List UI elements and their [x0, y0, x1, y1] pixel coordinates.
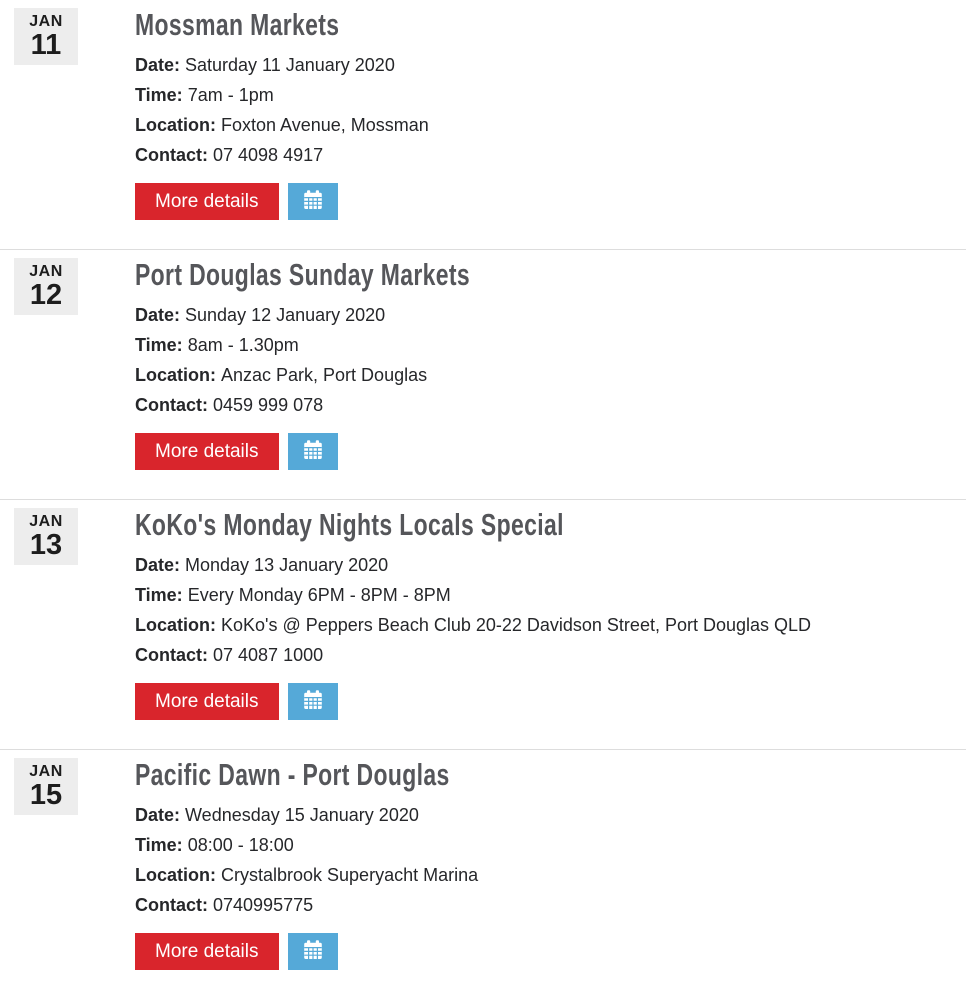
location-value: Foxton Avenue, Mossman — [221, 115, 429, 135]
event-title: Pacific Dawn - Port Douglas — [135, 757, 450, 792]
event-contact-line — [135, 390, 956, 420]
location-label: Location: — [135, 615, 216, 635]
badge-month: JAN — [29, 513, 63, 530]
event-contact-line — [135, 640, 956, 670]
contact-value: 07 4087 1000 — [213, 645, 324, 665]
contact-value: 0459 999 078 — [213, 395, 324, 415]
event-body — [135, 8, 956, 220]
date-value: Saturday 11 January 2020 — [185, 55, 395, 75]
more-details-button[interactable]: More details — [135, 683, 279, 720]
time-value: 7am - 1pm — [187, 85, 274, 105]
event-actions — [135, 433, 956, 470]
event-date-line — [135, 800, 956, 830]
add-to-calendar-button[interactable] — [288, 183, 338, 220]
location-value: KoKo's @ Peppers Beach Club 20-22 Davidson Street, Port Douglas QLD — [221, 615, 812, 635]
event-item — [0, 499, 966, 749]
location-value: Anzac Park, Port Douglas — [221, 365, 428, 385]
more-details-button[interactable]: More details — [135, 933, 279, 970]
event-contact-line — [135, 140, 956, 170]
location-label: Location: — [135, 115, 216, 135]
add-to-calendar-button[interactable] — [288, 433, 338, 470]
event-title: KoKo's Monday Nights Locals Special — [135, 507, 564, 542]
date-value: Monday 13 January 2020 — [185, 555, 389, 575]
badge-month: JAN — [29, 763, 63, 780]
date-value: Sunday 12 January 2020 — [185, 305, 386, 325]
event-date-badge — [14, 258, 78, 315]
event-date-badge — [14, 508, 78, 565]
event-title: Mossman Markets — [135, 7, 340, 42]
event-body — [135, 258, 956, 470]
event-date-line — [135, 50, 956, 80]
time-label: Time: — [135, 585, 183, 605]
badge-day: 12 — [29, 279, 63, 311]
time-label: Time: — [135, 335, 183, 355]
more-details-button[interactable]: More details — [135, 183, 279, 220]
event-item — [0, 0, 966, 249]
event-location-line — [135, 610, 956, 640]
contact-label: Contact: — [135, 895, 208, 915]
event-title: Port Douglas Sunday Markets — [135, 257, 471, 292]
event-item — [0, 249, 966, 499]
date-label: Date: — [135, 555, 181, 575]
badge-day: 11 — [30, 29, 62, 61]
event-item — [0, 749, 966, 999]
event-date-line — [135, 300, 956, 330]
time-label: Time: — [135, 835, 183, 855]
contact-label: Contact: — [135, 145, 208, 165]
event-location-line — [135, 860, 956, 890]
badge-month: JAN — [29, 263, 63, 280]
time-value: 8am - 1.30pm — [187, 335, 299, 355]
calendar-icon — [301, 188, 325, 215]
date-label: Date: — [135, 805, 181, 825]
calendar-icon — [301, 438, 325, 465]
event-time-line — [135, 830, 956, 860]
contact-value: 0740995775 — [213, 895, 314, 915]
location-label: Location: — [135, 865, 216, 885]
event-time-line — [135, 80, 956, 110]
event-actions — [135, 683, 956, 720]
add-to-calendar-button[interactable] — [288, 933, 338, 970]
event-date-badge — [14, 758, 78, 815]
time-value: 08:00 - 18:00 — [187, 835, 294, 855]
contact-label: Contact: — [135, 645, 208, 665]
contact-label: Contact: — [135, 395, 208, 415]
calendar-icon — [301, 938, 325, 965]
date-value: Wednesday 15 January 2020 — [185, 805, 419, 825]
date-label: Date: — [135, 305, 181, 325]
location-label: Location: — [135, 365, 216, 385]
badge-day: 15 — [29, 779, 63, 811]
location-value: Crystalbrook Superyacht Marina — [221, 865, 479, 885]
event-location-line — [135, 360, 956, 390]
more-details-button[interactable]: More details — [135, 433, 279, 470]
badge-day: 13 — [29, 529, 63, 561]
event-body — [135, 508, 956, 720]
time-value: Every Monday 6PM - 8PM - 8PM — [187, 585, 451, 605]
event-date-badge — [14, 8, 78, 65]
event-actions — [135, 933, 956, 970]
time-label: Time: — [135, 85, 183, 105]
event-location-line — [135, 110, 956, 140]
event-contact-line — [135, 890, 956, 920]
contact-value: 07 4098 4917 — [213, 145, 324, 165]
event-date-line — [135, 550, 956, 580]
event-time-line — [135, 330, 956, 360]
badge-month: JAN — [29, 13, 63, 30]
event-actions — [135, 183, 956, 220]
event-body — [135, 758, 956, 970]
add-to-calendar-button[interactable] — [288, 683, 338, 720]
date-label: Date: — [135, 55, 181, 75]
event-time-line — [135, 580, 956, 610]
calendar-icon — [301, 688, 325, 715]
